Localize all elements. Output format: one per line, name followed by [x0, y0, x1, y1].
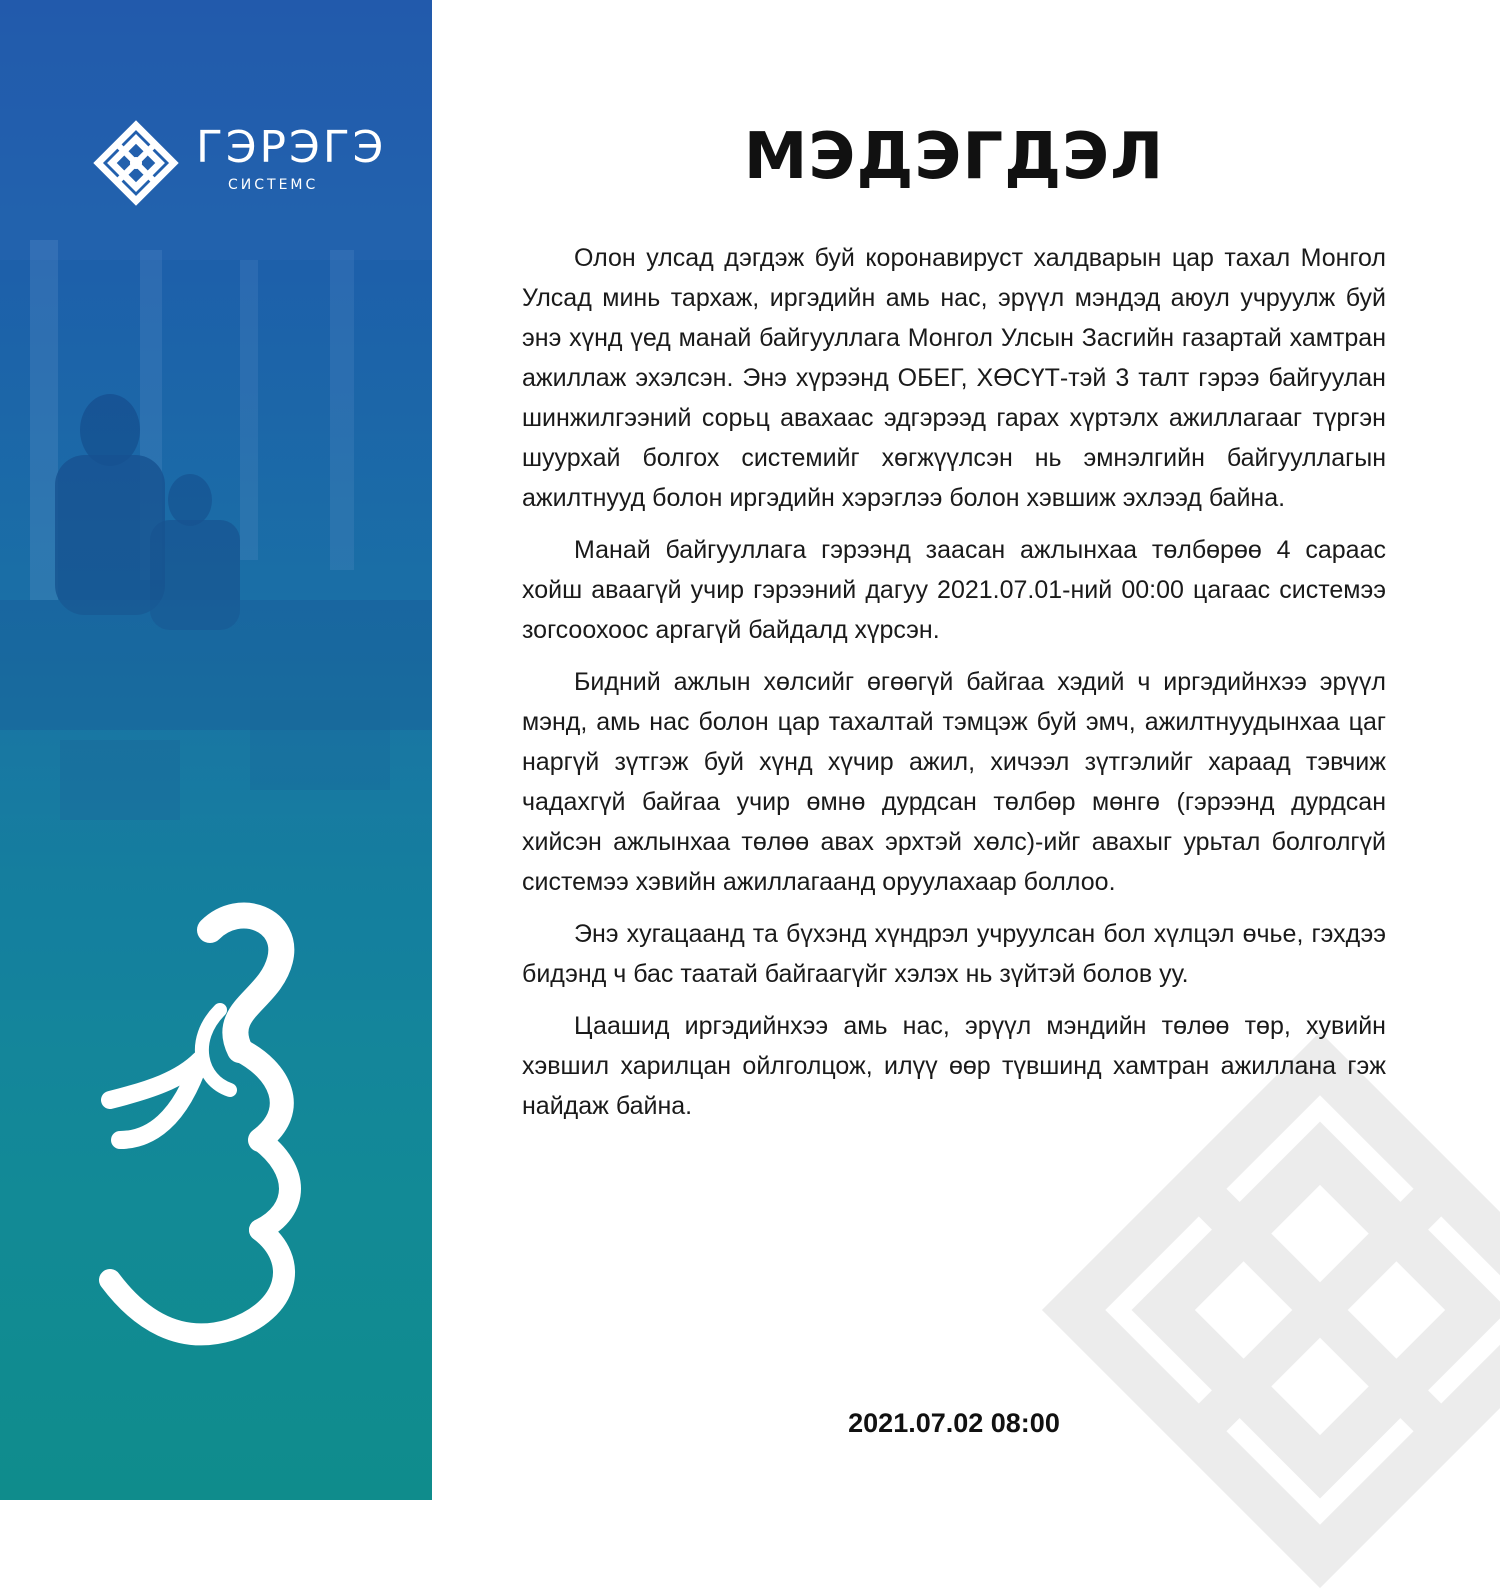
- brand-subtitle: СИСТЕМС: [228, 177, 319, 193]
- notice-paragraph: Цаашид иргэдийнхээ амь нас, эрүүл мэндийн төлөө төр, хувийн хэвшил харилцан ойлголцож, илүү өөр түвшинд хамтран ажиллана гэж найдаж байна.: [522, 1012, 1386, 1120]
- notice-paragraph: Олон улсад дэгдэж буй коронавируст халдварын цар тахал Монгол Улсад минь тархаж, иргэдийн амь нас, эрүүл мэндэд аюул учруулж буй энэ хүнд үед манай байгууллага Монгол Улсын Засгийн газартай хамтран ажиллаж эхэлсэн. Энэ хүрээнд ОБЕГ, ХӨСҮТ-тэй 3 талт гэрээ байгуулан шинжилгээний сорьц авахаас эдгэрээд гарах хүртэлх ажиллагааг түргэн шуурхай болгох системийг хөгжүүлсэн нь эмнэлгийн байгууллагын ажилтнууд болон иргэдийн хэрэглээ болон хэвшиж эхлээд байна.: [522, 244, 1386, 512]
- notice-title: МЭДЭГДЭЛ: [743, 120, 1165, 194]
- notice-paragraph: Бидний ажлын хөлсийг өгөөгүй байгаа хэдий ч иргэдийнхээ эрүүл мэнд, амь нас болон цар тахалтай тэмцэж буй эмч, ажилтнуудынхаа цаг наргүй зүтгэж буй хүнд хүчир ажил, хичээл зүтгэлийг хараад тэвчиж чадахгүй байгаа учир өмнө дурдсан төлбөр мөнгө (гэрээнд дурдсан хийсэн ажлынхаа төлөө авах эрхтэй хөлс)-ийг авахыг урьтал болголгүй системээ хэвийн ажиллагаанд оруулахаар боллоо.: [522, 668, 1386, 896]
- notice-body: [522, 238, 1386, 1138]
- notice-paragraph: Манай байгууллага гэрээнд заасан ажлынхаа төлбөрөө 4 сараас хойш аваагүй учир гэрээний дагуу 2021.07.01-ний 00:00 цагаас системээ зогсоохоос аргагүй байдалд хүрсэн.: [522, 536, 1386, 644]
- gerege-knot-icon: [93, 120, 179, 206]
- notice-paragraph: Энэ хугацаанд та бүхэнд хүндрэл учруулсан бол хүлцэл өчье, гэхдээ бидэнд ч бас таатай байгаагүйг хэлэх нь зүйтэй болов уу.: [522, 920, 1386, 988]
- brand-name: ГЭРЭГЭ: [196, 122, 387, 173]
- notice-date: 2021.07.02 08:00: [848, 1408, 1060, 1438]
- mongolian-script-calligraphy-icon: [90, 890, 330, 1370]
- left-brand-panel: [0, 0, 432, 1500]
